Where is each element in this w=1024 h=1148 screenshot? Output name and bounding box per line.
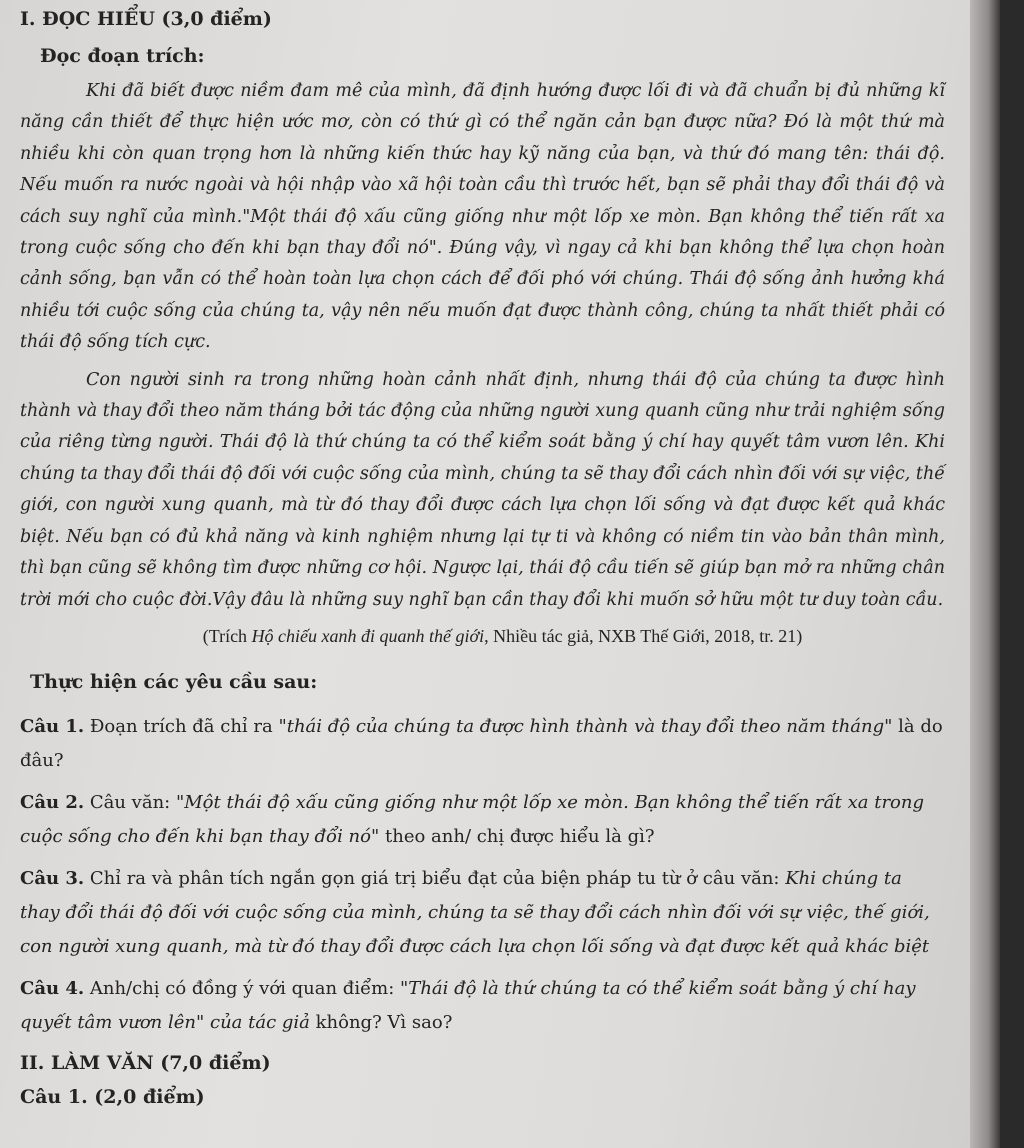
- excerpt-paragraph-1: Khi đã biết được niềm đam mê của mình, đã định hướng được lối đi và đã chuẩn bị đủ những kĩ năng cần thiết để thực hiện ước mơ, còn có thứ gì có thể ngăn cản bạn được nữa? Đó là một thứ mà nhiều khi còn quan trọng hơn là những kiến thức hay kỹ năng của bạn, và thứ đó mang tên: thái độ. Nếu muốn ra nước ngoài và hội nhập vào xã hội toàn cầu thì trước hết, bạn sẽ phải thay đổi thái độ và cách suy nghĩ của mình."Một thái độ xấu cũng giống như một lốp xe mòn. Bạn không thể tiến rất xa trong cuộc sống cho đến khi bạn thay đổi nó". Đúng vậy, vì ngay cả khi bạn không thể lựa chọn hoàn cảnh sống, bạn vẫn có thể hoàn toàn lựa chọn cách để đối phó với chúng. Thái độ sống ảnh hưởng khá nhiều tới cuộc sống của chúng ta, vậy nên nếu muốn đạt được thành công, chúng ta nhất thiết phải có thái độ sống tích cực.: [20, 81, 945, 353]
- question-4-quote: "Thái độ là thứ chúng ta có thể kiểm soát bằng ý chí hay quyết tâm vươn lên" của tác giả: [20, 977, 916, 1033]
- citation-book-title: Hộ chiếu xanh đi quanh thế giới: [251, 625, 485, 646]
- section-title-writing: II. LÀM VĂN (7,0 điểm): [20, 1051, 271, 1074]
- question-1-text-before: Đoạn trích đã chỉ ra: [84, 715, 279, 737]
- question-4-label: Câu 4.: [20, 977, 85, 999]
- section-title-reading: I. ĐỌC HIỂU (3,0 điểm): [20, 8, 272, 30]
- reading-instruction: Đọc đoạn trích:: [40, 45, 205, 67]
- page-edge-shadow: [970, 0, 1000, 1148]
- question-1-quote: "thái độ của chúng ta được hình thành và thay đổi theo năm tháng": [278, 715, 893, 737]
- excerpt-paragraph-2: Con người sinh ra trong những hoàn cảnh nhất định, nhưng thái độ của chúng ta được hình thành và thay đổi theo năm tháng bởi tác động của những người xung quanh cũng như trải nghiệm sống của riêng từng người. Thái độ là thứ chúng ta có thể kiểm soát bằng ý chí hay quyết tâm vươn lên. Khi chúng ta thay đổi thái độ đối với cuộc sống của mình, chúng ta sẽ thay đổi cách nhìn đối với sự việc, thế giới, con người xung quanh, mà từ đó thay đổi được cách lựa chọn lối sống và đạt được kết quả khác biệt. Nếu bạn có đủ khả năng và kinh nghiệm nhưng lại tự ti và không có niềm tin vào bản thân mình, thì bạn cũng sẽ không tìm được những cơ hội. Ngược lại, thái độ cầu tiến sẽ giúp bạn mở ra những chân trời mới cho cuộc đời.Vậy đâu là những suy nghĩ bạn cần thay đổi khi muốn sở hữu một tư duy toàn cầu.: [20, 369, 945, 610]
- question-4: [20, 972, 945, 1040]
- question-3-quote: Khi chúng ta thay đổi thái độ đối với cuộc sống của mình, chúng ta sẽ thay đổi cách nhìn đối với sự việc, thế giới, con người xung quanh, mà từ đó thay đổi được cách lựa chọn lối sống và đạt được kết quả khác biệt: [20, 867, 930, 957]
- question-3: [20, 862, 945, 964]
- question-3-label: Câu 3.: [20, 867, 85, 889]
- requirements-title: Thực hiện các yêu cầu sau:: [30, 670, 318, 693]
- question-3-text-before: Chỉ ra và phân tích ngắn gọn giá trị biểu đạt của biện pháp tu từ ở câu văn:: [84, 867, 786, 889]
- writing-question-1: Câu 1. (2,0 điểm): [20, 1085, 205, 1108]
- citation-prefix: (Trích: [202, 625, 252, 646]
- question-2-text-after: theo anh/ chị được hiểu là gì?: [379, 825, 655, 847]
- question-2-label: Câu 2.: [20, 791, 85, 813]
- citation-suffix: , Nhiều tác giả, NXB Thế Giới, 2018, tr. 21): [484, 625, 803, 646]
- excerpt-citation: [20, 622, 945, 650]
- question-1: [20, 710, 945, 778]
- question-4-text-after: không? Vì sao?: [309, 1011, 453, 1033]
- question-4-text-before: Anh/chị có đồng ý với quan điểm:: [84, 977, 401, 999]
- document-content: [20, 6, 945, 1112]
- question-2: [20, 786, 945, 854]
- question-2-quote: "Một thái độ xấu cũng giống như một lốp xe mòn. Bạn không thể tiến rất xa trong cuộc sống cho đến khi bạn thay đổi nó": [20, 791, 924, 847]
- question-2-text-before: Câu văn:: [84, 791, 176, 813]
- question-1-text-after: là do đâu?: [20, 715, 943, 771]
- question-1-label: Câu 1.: [20, 715, 85, 737]
